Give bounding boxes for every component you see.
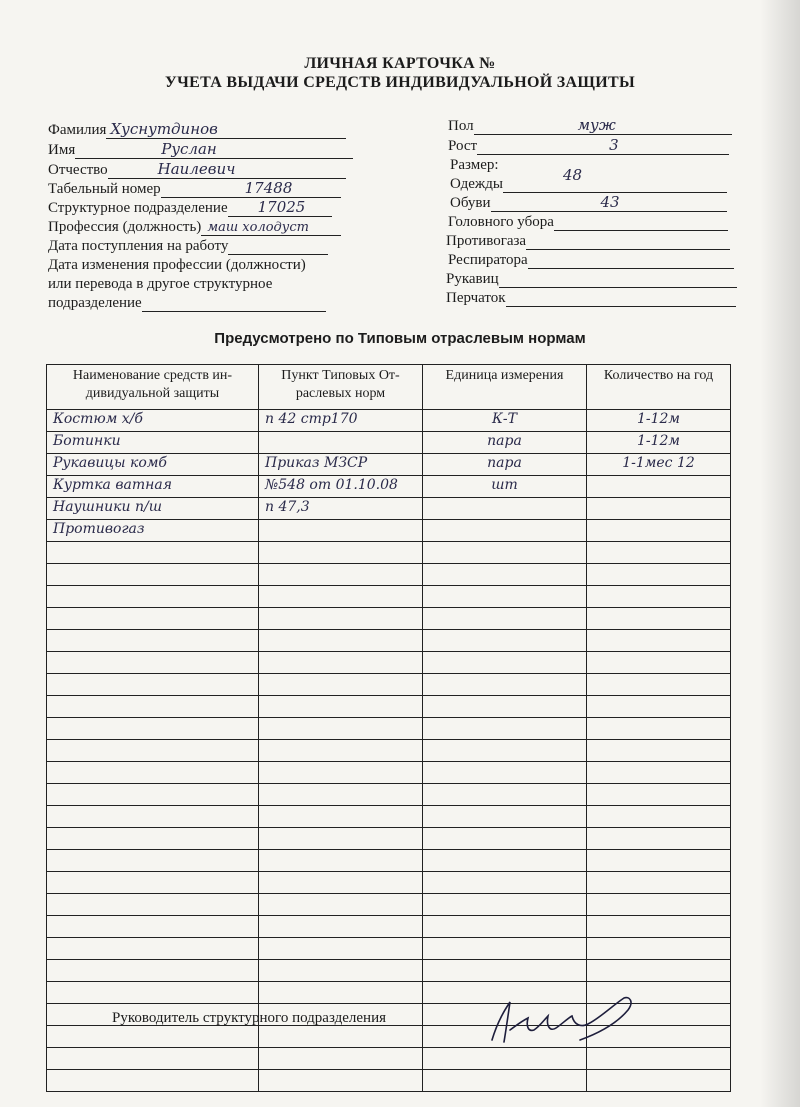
table-header-row bbox=[47, 365, 731, 410]
mittens-field bbox=[446, 271, 737, 288]
unit-cell bbox=[423, 542, 587, 564]
ppe-name-cell bbox=[47, 520, 259, 542]
norm-item-cell bbox=[259, 520, 423, 542]
ppe-name-cell bbox=[47, 828, 259, 850]
ppe-name-cell bbox=[47, 564, 259, 586]
ppe-name-cell bbox=[47, 872, 259, 894]
unit-cell bbox=[423, 410, 587, 432]
quantity-cell bbox=[587, 718, 731, 740]
name-label: Имя bbox=[48, 142, 76, 158]
height-label: Рост bbox=[448, 138, 478, 154]
norm-item-cell bbox=[259, 1048, 423, 1070]
quantity-cell bbox=[587, 608, 731, 630]
norm-item-cell bbox=[259, 608, 423, 630]
norm-item-cell bbox=[259, 696, 423, 718]
quantity-cell bbox=[587, 520, 731, 542]
handwritten-entry: пара bbox=[487, 455, 522, 471]
handwritten-entry: Рукавицы комб bbox=[53, 455, 167, 471]
unit-cell bbox=[423, 696, 587, 718]
name-field bbox=[48, 142, 353, 159]
quantity-cell bbox=[587, 432, 731, 454]
ppe-name-cell bbox=[47, 960, 259, 982]
unit-cell bbox=[423, 630, 587, 652]
norm-item-cell bbox=[259, 630, 423, 652]
ppe-name-cell bbox=[47, 674, 259, 696]
norm-item-cell bbox=[259, 498, 423, 520]
norm-item-cell bbox=[259, 894, 423, 916]
quantity-cell bbox=[587, 1048, 731, 1070]
norm-item-cell bbox=[259, 674, 423, 696]
unit-cell bbox=[423, 740, 587, 762]
ppe-name-cell bbox=[47, 498, 259, 520]
change-division-field bbox=[48, 295, 326, 312]
norm-item-cell bbox=[259, 1070, 423, 1092]
profession-line bbox=[201, 220, 341, 236]
quantity-cell bbox=[587, 740, 731, 762]
handwritten-entry: №548 от 01.10.08 bbox=[265, 477, 398, 493]
quantity-cell bbox=[587, 696, 731, 718]
division-line bbox=[228, 198, 332, 217]
quantity-cell bbox=[587, 652, 731, 674]
unit-cell bbox=[423, 938, 587, 960]
quantity-cell bbox=[587, 586, 731, 608]
unit-cell bbox=[423, 872, 587, 894]
division-value: 17025 bbox=[257, 198, 306, 216]
ppe-name-cell bbox=[47, 916, 259, 938]
sex-line bbox=[474, 116, 732, 135]
table-row bbox=[47, 1070, 731, 1092]
unit-cell bbox=[423, 454, 587, 476]
handwritten-entry: п 47,3 bbox=[265, 499, 310, 515]
unit-cell bbox=[423, 432, 587, 454]
surname-value: Хуснутдинов bbox=[110, 120, 218, 138]
section-title: Предусмотрено по Типовым отраслевым нормам bbox=[214, 330, 586, 347]
quantity-cell bbox=[587, 1070, 731, 1092]
height-field bbox=[448, 138, 729, 155]
quantity-cell bbox=[587, 938, 731, 960]
table-row bbox=[47, 498, 731, 520]
quantity-cell bbox=[587, 784, 731, 806]
ppe-name-cell bbox=[47, 1026, 259, 1048]
table-row bbox=[47, 652, 731, 674]
gasmask-line bbox=[526, 234, 730, 250]
ppe-name-cell bbox=[47, 652, 259, 674]
ppe-name-cell bbox=[47, 1070, 259, 1092]
headwear-field bbox=[448, 214, 728, 231]
respirator-line bbox=[528, 253, 734, 269]
unit-cell bbox=[423, 498, 587, 520]
table-row bbox=[47, 938, 731, 960]
unit-cell bbox=[423, 476, 587, 498]
table-row bbox=[47, 850, 731, 872]
mittens-label: Рукавиц bbox=[446, 271, 499, 287]
table-row bbox=[47, 542, 731, 564]
unit-cell bbox=[423, 586, 587, 608]
unit-cell bbox=[423, 1070, 587, 1092]
table-row bbox=[47, 916, 731, 938]
table-row bbox=[47, 564, 731, 586]
ppe-name-cell bbox=[47, 982, 259, 1004]
headwear-label: Головного убора bbox=[448, 214, 554, 230]
gloves-label: Перчаток bbox=[446, 290, 506, 306]
ppe-name-cell bbox=[47, 542, 259, 564]
hire-date-line bbox=[228, 239, 328, 255]
ppe-name-cell bbox=[47, 586, 259, 608]
table-row bbox=[47, 432, 731, 454]
headwear-line bbox=[554, 215, 728, 231]
unit-cell bbox=[423, 608, 587, 630]
table-row bbox=[47, 1048, 731, 1070]
division-label: Структурное подразделение bbox=[48, 200, 228, 216]
header-norm-item: Пункт Типовых От-раслевых норм bbox=[259, 365, 423, 410]
clothes-value: 48 bbox=[563, 166, 583, 184]
norm-item-cell bbox=[259, 960, 423, 982]
norm-item-cell bbox=[259, 784, 423, 806]
norm-item-cell bbox=[259, 828, 423, 850]
quantity-cell bbox=[587, 498, 731, 520]
hire-date-field bbox=[48, 238, 328, 255]
gasmask-field bbox=[446, 233, 730, 250]
table-row bbox=[47, 454, 731, 476]
norm-item-cell bbox=[259, 410, 423, 432]
shoes-label: Обуви bbox=[450, 195, 491, 211]
table-row bbox=[47, 894, 731, 916]
ppe-name-cell bbox=[47, 762, 259, 784]
tab-number-line bbox=[161, 179, 341, 198]
ppe-name-cell bbox=[47, 410, 259, 432]
table-row bbox=[47, 410, 731, 432]
norm-item-cell bbox=[259, 718, 423, 740]
surname-line bbox=[106, 120, 346, 139]
signature-mark bbox=[484, 990, 644, 1050]
sex-field bbox=[448, 118, 732, 135]
quantity-cell bbox=[587, 960, 731, 982]
quantity-cell bbox=[587, 872, 731, 894]
patronymic-line bbox=[108, 160, 346, 179]
quantity-cell bbox=[587, 674, 731, 696]
table-row bbox=[47, 784, 731, 806]
profession-value: маш холодуст bbox=[207, 220, 309, 235]
quantity-cell bbox=[587, 916, 731, 938]
norm-item-cell bbox=[259, 454, 423, 476]
ppe-name-cell bbox=[47, 432, 259, 454]
ppe-name-cell bbox=[47, 696, 259, 718]
quantity-cell bbox=[587, 410, 731, 432]
unit-cell bbox=[423, 652, 587, 674]
scan-shadow bbox=[760, 0, 800, 1107]
name-line bbox=[75, 140, 353, 159]
norm-item-cell bbox=[259, 564, 423, 586]
unit-cell bbox=[423, 916, 587, 938]
ppe-name-cell bbox=[47, 454, 259, 476]
ppe-name-cell bbox=[47, 894, 259, 916]
name-value: Руслан bbox=[161, 140, 217, 158]
change-division-line bbox=[142, 296, 326, 312]
norm-item-cell bbox=[259, 762, 423, 784]
unit-cell bbox=[423, 806, 587, 828]
gloves-line bbox=[506, 291, 736, 307]
unit-cell bbox=[423, 850, 587, 872]
unit-cell bbox=[423, 718, 587, 740]
change-line-2: или перевода в другое структурное bbox=[48, 276, 273, 292]
unit-cell bbox=[423, 674, 587, 696]
header-quantity: Количество на год bbox=[587, 365, 731, 410]
table-row bbox=[47, 872, 731, 894]
norm-item-cell bbox=[259, 586, 423, 608]
table-row bbox=[47, 586, 731, 608]
norm-item-cell bbox=[259, 432, 423, 454]
ppe-name-cell bbox=[47, 850, 259, 872]
ppe-name-cell bbox=[47, 806, 259, 828]
unit-cell bbox=[423, 1048, 587, 1070]
handwritten-entry: Куртка ватная bbox=[53, 477, 172, 493]
handwritten-entry: Противогаз bbox=[53, 521, 145, 537]
handwritten-entry: 1-1мес 12 bbox=[622, 455, 695, 471]
change-division-label: подразделение bbox=[48, 295, 142, 311]
norm-item-cell bbox=[259, 1026, 423, 1048]
unit-cell bbox=[423, 762, 587, 784]
patronymic-value: Наилевич bbox=[157, 160, 236, 178]
quantity-cell bbox=[587, 828, 731, 850]
ppe-name-cell bbox=[47, 608, 259, 630]
profession-field bbox=[48, 219, 341, 236]
respirator-label: Респиратора bbox=[448, 252, 528, 268]
title-line-1: ЛИЧНАЯ КАРТОЧКА № bbox=[304, 55, 496, 72]
title-line-2: УЧЕТА ВЫДАЧИ СРЕДСТВ ИНДИВИДУАЛЬНОЙ ЗАЩИТЫ bbox=[165, 74, 635, 91]
quantity-cell bbox=[587, 806, 731, 828]
norm-item-cell bbox=[259, 740, 423, 762]
unit-cell bbox=[423, 520, 587, 542]
quantity-cell bbox=[587, 630, 731, 652]
unit-cell bbox=[423, 828, 587, 850]
norm-item-cell bbox=[259, 850, 423, 872]
quantity-cell bbox=[587, 850, 731, 872]
height-line bbox=[477, 136, 729, 155]
table-row bbox=[47, 806, 731, 828]
ppe-name-cell bbox=[47, 476, 259, 498]
mittens-line bbox=[499, 272, 737, 288]
ppe-name-cell bbox=[47, 784, 259, 806]
quantity-cell bbox=[587, 542, 731, 564]
handwritten-entry: пара bbox=[487, 433, 522, 449]
clothes-field bbox=[450, 166, 727, 193]
sex-value: муж bbox=[577, 116, 616, 134]
norm-item-cell bbox=[259, 806, 423, 828]
quantity-cell bbox=[587, 454, 731, 476]
quantity-cell bbox=[587, 564, 731, 586]
norm-item-cell bbox=[259, 542, 423, 564]
quantity-cell bbox=[587, 762, 731, 784]
unit-cell bbox=[423, 960, 587, 982]
handwritten-entry: Костюм х/б bbox=[53, 411, 143, 427]
change-line-1: Дата изменения профессии (должности) bbox=[48, 257, 306, 273]
handwritten-entry: К-Т bbox=[492, 411, 517, 427]
norms-table bbox=[46, 364, 731, 1092]
norm-item-cell bbox=[259, 872, 423, 894]
handwritten-entry: Ботинки bbox=[53, 433, 121, 449]
profession-label: Профессия (должность) bbox=[48, 219, 202, 235]
hire-date-label: Дата поступления на работу bbox=[48, 238, 229, 254]
handwritten-entry: Приказ МЗСР bbox=[265, 455, 368, 471]
patronymic-label: Отчество bbox=[48, 162, 108, 178]
ppe-name-cell bbox=[47, 740, 259, 762]
table-row bbox=[47, 608, 731, 630]
table-row bbox=[47, 476, 731, 498]
ppe-name-cell bbox=[47, 718, 259, 740]
clothes-label: Одежды bbox=[450, 176, 503, 192]
sex-label: Пол bbox=[448, 118, 474, 134]
ppe-name-cell bbox=[47, 1048, 259, 1070]
surname-label: Фамилия bbox=[48, 122, 107, 138]
handwritten-entry: шт bbox=[491, 477, 518, 493]
size-label: Размер: bbox=[450, 157, 499, 173]
table-row bbox=[47, 762, 731, 784]
patronymic-field bbox=[48, 162, 346, 179]
table-row bbox=[47, 520, 731, 542]
shoes-line bbox=[491, 193, 727, 212]
shoes-value: 43 bbox=[600, 193, 620, 211]
norm-item-cell bbox=[259, 938, 423, 960]
norm-item-cell bbox=[259, 476, 423, 498]
ppe-name-cell bbox=[47, 630, 259, 652]
table-row bbox=[47, 960, 731, 982]
respirator-field bbox=[448, 252, 734, 269]
gasmask-label: Противогаза bbox=[446, 233, 527, 249]
table-row bbox=[47, 828, 731, 850]
header-ppe-name: Наименование средств ин-дивидуальной защиты bbox=[47, 365, 259, 410]
quantity-cell bbox=[587, 476, 731, 498]
unit-cell bbox=[423, 564, 587, 586]
norm-item-cell bbox=[259, 652, 423, 674]
norm-item-cell bbox=[259, 982, 423, 1004]
ppe-name-cell bbox=[47, 938, 259, 960]
tab-number-value: 17488 bbox=[244, 179, 293, 197]
handwritten-entry: 1-12м bbox=[636, 411, 681, 427]
footer-label: Руководитель структурного подразделения bbox=[112, 1010, 386, 1026]
handwritten-entry: Наушники п/ш bbox=[53, 499, 162, 515]
table-row bbox=[47, 696, 731, 718]
table-row bbox=[47, 674, 731, 696]
surname-field bbox=[48, 122, 346, 139]
height-value: 3 bbox=[609, 136, 619, 154]
header-unit: Единица измерения bbox=[423, 365, 587, 410]
norm-item-cell bbox=[259, 916, 423, 938]
shoes-field bbox=[450, 195, 727, 212]
table-row bbox=[47, 740, 731, 762]
division-field bbox=[48, 200, 332, 217]
quantity-cell bbox=[587, 894, 731, 916]
unit-cell bbox=[423, 894, 587, 916]
table-row bbox=[47, 718, 731, 740]
tab-number-label: Табельный номер bbox=[48, 181, 161, 197]
gloves-field bbox=[446, 290, 736, 307]
tab-number-field bbox=[48, 181, 341, 198]
table-row bbox=[47, 630, 731, 652]
handwritten-entry: 1-12м bbox=[636, 433, 681, 449]
unit-cell bbox=[423, 784, 587, 806]
clothes-line bbox=[503, 166, 727, 193]
handwritten-entry: п 42 стр170 bbox=[265, 411, 358, 427]
